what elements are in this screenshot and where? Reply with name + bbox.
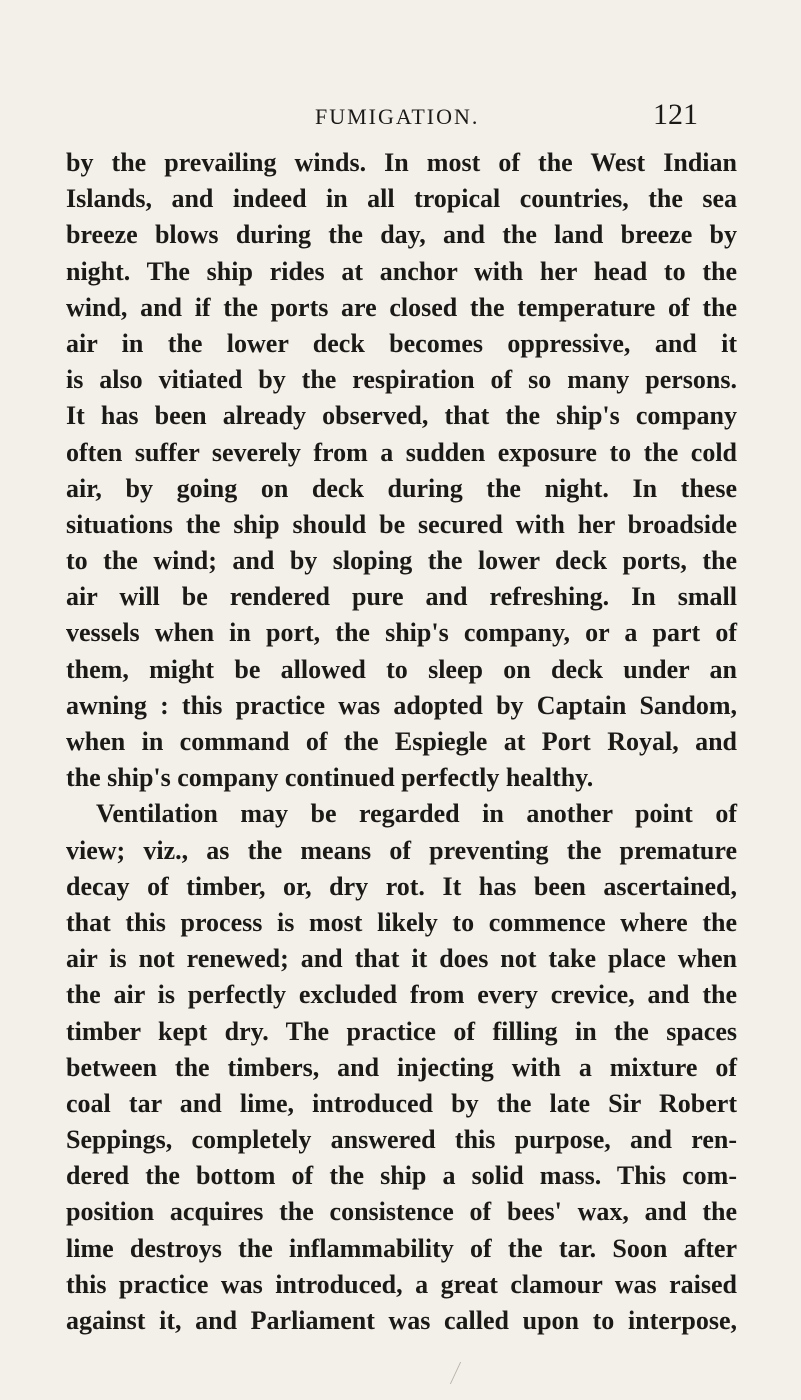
text-line: when in command of the Espiegle at Port Royal, and [66,727,737,756]
text-line: by the prevailing winds. In most of the West Indian [66,148,737,177]
text-line: It has been already observed, that the ship's company [66,401,737,431]
text-line: view; viz., as the means of preventing the premature [66,835,737,865]
body-text [66,145,737,1339]
text-line: often suffer severely from a sudden exposure to the cold [66,437,737,467]
text-line: against it, and Parliament was called upon to interpose, [66,1306,737,1335]
text-line: wind, and if the ports are closed the temperature of the [66,292,737,322]
running-head [0,98,801,138]
text-line: night. The ship rides at anchor with her head to the [66,256,737,286]
pencil-mark [450,1362,469,1384]
text-line: the air is perfectly excluded from every crevice, and the [66,980,737,1010]
text-line: situations the ship should be secured with her broadside [66,509,737,539]
text-line: breeze blows during the day, and the land breeze by [66,220,737,250]
text-line: position acquires the consistence of bees' wax, and the [66,1197,737,1227]
page-number: 121 [653,98,698,131]
text-line: Seppings, completely answered this purpose, and ren- [66,1125,737,1155]
text-line: air in the lower deck becomes oppressive, and it [66,328,737,358]
text-line: them, might be allowed to sleep on deck under an [66,654,737,684]
text-line: the ship's company continued perfectly healthy. [66,763,594,793]
text-line: to the wind; and by sloping the lower deck ports, the [66,546,737,576]
text-line: that this process is most likely to commence where the [66,907,737,937]
text-line: dered the bottom of the ship a solid mass. This com- [66,1161,737,1191]
text-line: air is not renewed; and that it does not take place when [66,944,737,974]
text-line: is also vitiated by the respiration of so many persons. [66,365,737,395]
text-line: coal tar and lime, introduced by the late Sir Robert [66,1088,737,1118]
text-line: between the timbers, and injecting with a mixture of [66,1052,737,1082]
text-line: Islands, and indeed in all tropical countries, the sea [66,184,737,214]
text-line: lime destroys the inflammability of the tar. Soon after [66,1233,737,1263]
text-line: air, by going on deck during the night. In these [66,473,737,503]
text-line: this practice was introduced, a great clamour was raised [66,1269,737,1299]
text-line: timber kept dry. The practice of filling in the spaces [66,1016,737,1046]
text-line: Ventilation may be regarded in another point of [96,799,737,829]
text-line: vessels when in port, the ship's company, or a part of [66,618,737,648]
text-line: decay of timber, or, dry rot. It has been ascertained, [66,871,737,901]
text-line: air will be rendered pure and refreshing. In small [66,582,737,612]
text-line: awning : this practice was adopted by Captain Sandom, [66,690,737,720]
running-title: FUMIGATION. [315,104,480,129]
